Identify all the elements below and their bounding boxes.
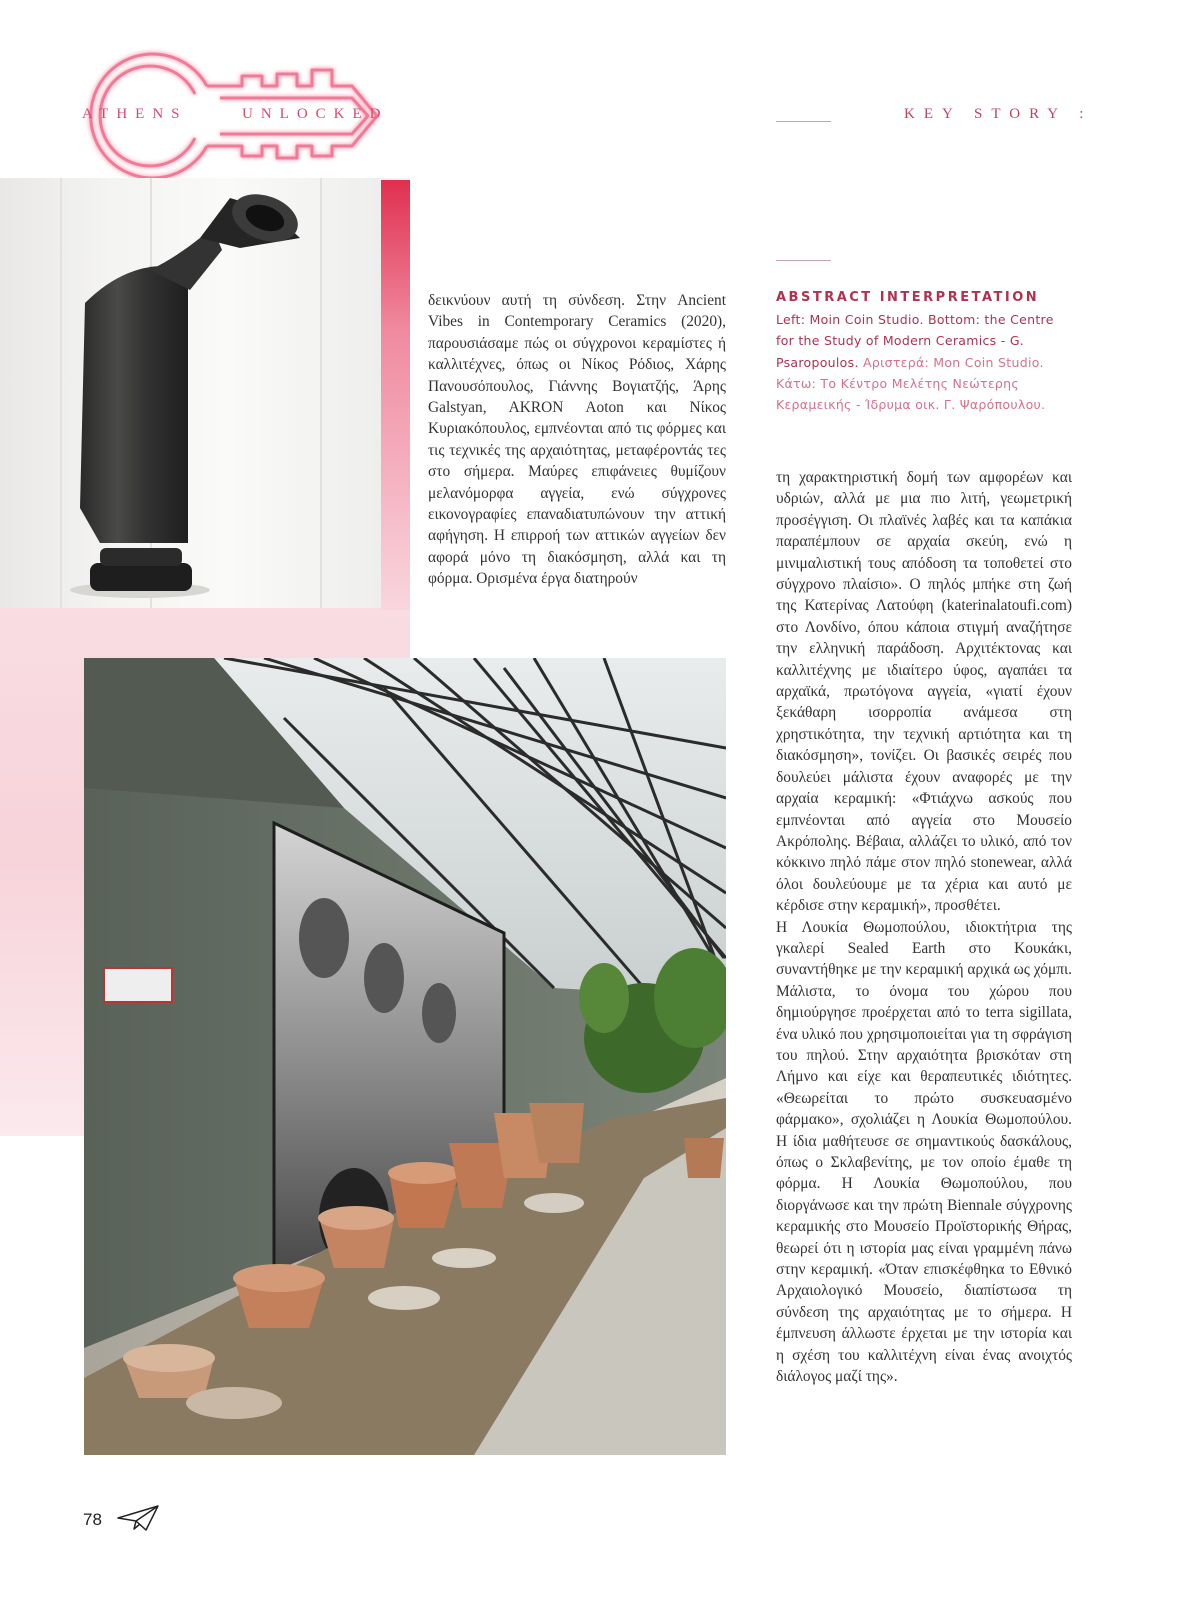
- article-paragraph: δεικνύουν αυτή τη σύνδεση. Στην Ancient Vibes in Contemporary Ceramics (2020), παρουσιάσαμε πώς οι σύγχρονοι κεραμίστες ή καλλιτέχνες, όπως οι Νίκος Ρόδιος, Χάρης Πανουσόπουλος, Γιάννης Βογιατζής, Άρης Galstyan, AKRON Aoton και Νίκος Κυριακόπουλος, εμπνέονται από τις φόρμες και τις τεχνικές της αρχαιότητας, μεταφέροντάς τες στο σήμερα. Μαύρες επιφάνειες θυμίζουν μελανόμορφα αγγεία, ενώ σύγχρονες εικονογραφίες επαναδιατυπώνουν την αττική αφήγηση. Η επιρροή των αττικών αγγείων δεν αφορά μόνο τη διακόσμηση, αλλά και τη φόρμα. Ορισμένα έργα διατηρούν: [428, 292, 726, 588]
- caption-text: [776, 309, 1076, 415]
- header-rule: [776, 121, 831, 122]
- accent-strip: [381, 180, 410, 610]
- paper-plane-icon: [116, 1504, 160, 1532]
- article-column-2: [776, 467, 1072, 1387]
- vase-photo: [0, 178, 381, 608]
- article-column-1: [428, 290, 726, 590]
- caption-rule: [776, 260, 831, 261]
- black-vase-image: [0, 178, 381, 608]
- athens-unlocked-logo: [72, 46, 412, 186]
- caption-text-greek: Αριστερά: Mon Coin Studio. Κάτω: Το Κέντρο Μελέτης Νεώτερης Κεραμεικής - Ίδρυμα οικ. Γ. Ψαρόπουλου.: [776, 354, 1046, 413]
- page-number: 78: [83, 1510, 102, 1529]
- article-paragraph: τη χαρακτηριστική δομή των αμφορέων και υδριών, αλλά με μια πιο λιτή, γεωμετρική προσέγγιση. Οι πλαϊνές λαβές και τα καπάκια παραπέμπουν σε αρχαία σκεύη, ενώ η μινιμαλιστική τους απόδοση τα τοποθετεί στο σύγχρονο πλαίσιο». Ο πηλός μπήκε στη ζωή της Κατερίνας Λατούφη (katerinalatoufi.com) στο Λονδίνο, όπου κάποια στιγμή αναζήτησε την ελληνική παράδοση. Αρχιτέκτονας και καλλιτέχνης με ιδιαίτερο ύφος, αγαπάει τα αρχαϊκά, πρωτόγονα αγγεία, «γιατί έχουν ξεκάθαρη ισορροπία ανάμεσα στη χρηστικότητα, την τεχνική αρτιότητα και τη διακόσμηση», τονίζει. Οι βασικές σειρές που δουλεύει μάλιστα έχουν αναφορές με την αρχαία κεραμική: «Φτιάχνω ασκούς που εμπνέονται από αγγεία στο Μουσείο Ακρόπολης. Βέβαια, αλλάζει το υλικό, από τον κόκκινο πηλό πάμε στον πηλό stonewear, αλλά όλοι δουλεύουμε με τα χέρια και αυτό με κέρδισε στην κεραμική», προσθέτει.: [776, 469, 1072, 915]
- photo-caption: [776, 290, 1076, 415]
- caption-title: ABSTRACT INTERPRETATION: [776, 290, 1040, 305]
- caption-text-english: Left: Moin Coin Studio. Bottom: the Centre for the Study of Modern Ceramics - G. Psaropoulos.: [776, 312, 1054, 370]
- museum-pottery-photo: [84, 658, 726, 1455]
- museum-gallery-image: [84, 658, 726, 1455]
- logo-word-athens: ATHENS: [82, 106, 188, 122]
- article-paragraph: Η Λουκία Θωμοπούλου, ιδιοκτήτρια της γκαλερί Sealed Earth στο Κουκάκι, συναντήθηκε με την κεραμική αρχικά ως χόμπι. Μάλιστα, το όνομα του χώρου που δημιούργησε προέρχεται από το terra sigillata, ένα υλικό που χρησιμοποιείται για τη σφράγιση του πηλού. Στην αρχαιότητα βρισκόταν στη Λήμνο και είχε και θεραπευτικές ιδιότητες. «Θεωρείται το πρώτο συσκευασμένο φάρμακο», σχολιάζει η Λουκία Θωμοπούλου. Η ίδια μαθήτευσε σε σημαντικούς δασκάλους, όπως ο Σκλαβενίτης, με τον οποίο έμαθε τη φόρμα. Η Λουκία Θωμοπούλου, που διοργάνωσε και την πρώτη Biennale σύγχρονης κεραμικής στο Μουσείο Προϊστορικής Θήρας, θεωρεί ότι η ιστορία μας είναι γραμμένη πάνω στην κεραμική. «Όταν επισκέφθηκα το Εθνικό Αρχαιολογικό Μουσείο, διαπίστωσα τη σύνδεση της αρχαιότητας με το σήμερα. Η έμπνευση άλλωστε έρχεται με την ιστορία και η σχέση του καλλιτέχνη είναι ένας ανοιχτός διάλογος μαζί της».: [776, 918, 1072, 1386]
- logo-word-unlocked: UNLOCKED: [242, 106, 389, 122]
- section-label: KEY STORY :: [904, 106, 1093, 122]
